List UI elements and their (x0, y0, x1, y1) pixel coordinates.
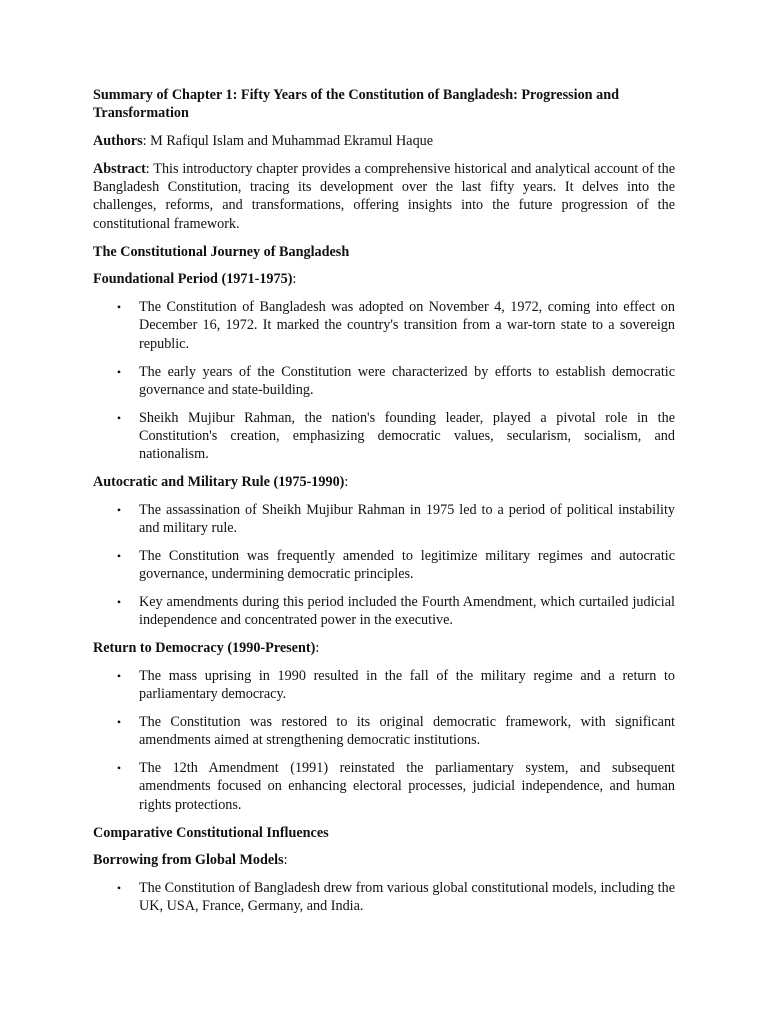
list-item (93, 713, 675, 750)
list-item-text: Key amendments during this period included the Fourth Amendment, which curtailed judicial independence and concentrated power in the executive. (139, 594, 675, 629)
bullet-icon: • (116, 548, 122, 563)
subheading-borrowing-text: Borrowing from Global Models (93, 852, 284, 869)
list-item (93, 593, 675, 630)
list-item-text: The Constitution was restored to its original democratic framework, with significant amendments aimed at strengthening democratic institutions. (139, 714, 675, 749)
authors-text: : M Rafiqul Islam and Muhammad Ekramul Haque (142, 133, 434, 150)
foundational-list (93, 298, 675, 463)
section-heading-comparative: Comparative Constitutional Influences (93, 824, 329, 841)
bullet-icon: • (116, 364, 122, 379)
subheading-foundational-text: Foundational Period (1971-1975) (93, 271, 293, 288)
list-item-text: The assassination of Sheikh Mujibur Rahman in 1975 led to a period of political instability and military rule. (139, 501, 675, 537)
bullet-icon: • (116, 502, 122, 517)
list-item (93, 298, 675, 353)
list-item (93, 547, 675, 584)
autocratic-list (93, 501, 675, 630)
list-item (93, 363, 675, 400)
bullet-icon: • (116, 410, 122, 425)
list-item (93, 501, 675, 538)
authors-label: Authors (93, 133, 143, 150)
abstract-label: Abstract (93, 160, 146, 177)
list-item-text: The mass uprising in 1990 resulted in the fall of the military regime and a return to parliamentary democracy. (139, 667, 675, 703)
abstract-paragraph (93, 160, 675, 233)
list-item-text: The Constitution of Bangladesh was adopted on November 4, 1972, coming into effect on December 16, 1972. It marked the country's transition from a war-torn state to a sovereign republic. (139, 299, 675, 352)
subheading-democracy-text: Return to Democracy (1990-Present) (93, 640, 316, 657)
subheading-democracy (93, 639, 675, 657)
list-item-text: Sheikh Mujibur Rahman, the nation's founding leader, played a pivotal role in the Constitution's creation, emphasizing democratic values, secularism, socialism, and nationalism. (139, 409, 675, 463)
subheading-colon: : (344, 474, 349, 491)
list-item (93, 667, 675, 704)
borrowing-list (93, 879, 675, 916)
subheading-borrowing (93, 851, 675, 869)
democracy-list (93, 667, 675, 814)
list-item-text: The Constitution was frequently amended to legitimize military regimes and autocratic governance, undermining democratic principles. (139, 547, 675, 583)
bullet-icon: • (116, 300, 122, 315)
section-heading-journey: The Constitutional Journey of Bangladesh (93, 243, 350, 260)
bullet-icon: • (116, 881, 122, 896)
list-item-text: The 12th Amendment (1991) reinstated the parliamentary system, and subsequent amendments focused on enhancing electoral processes, judicial independence, and human rights protections. (139, 760, 675, 813)
subheading-autocratic (93, 473, 675, 491)
authors-line (93, 132, 675, 150)
subheading-colon: : (283, 852, 288, 869)
list-item (93, 409, 675, 464)
list-item (93, 879, 675, 916)
document-body (93, 86, 675, 925)
bullet-icon: • (116, 715, 122, 730)
subheading-foundational (93, 270, 675, 288)
subheading-autocratic-text: Autocratic and Military Rule (1975-1990) (93, 474, 345, 491)
subheading-colon: : (292, 271, 297, 288)
subheading-colon: : (315, 640, 320, 657)
list-item-text: The Constitution of Bangladesh drew from various global constitutional models, including the UK, USA, France, Germany, and India. (139, 880, 675, 915)
document-title: Summary of Chapter 1: Fifty Years of the Constitution of Bangladesh: Progression and Transformation (93, 87, 619, 122)
bullet-icon: • (116, 595, 122, 610)
list-item-text: The early years of the Constitution were characterized by efforts to establish democratic governance and state-building. (139, 363, 675, 398)
bullet-icon: • (116, 668, 122, 683)
abstract-text: : This introductory chapter provides a comprehensive historical and analytical account of the Bangladesh Constitution, tracing its development over the last fifty years. It delves into the challenges, reforms, and transformations, offering insights into the future progression of the constitutional framework. (93, 160, 675, 232)
bullet-icon: • (116, 761, 122, 776)
list-item (93, 759, 675, 814)
